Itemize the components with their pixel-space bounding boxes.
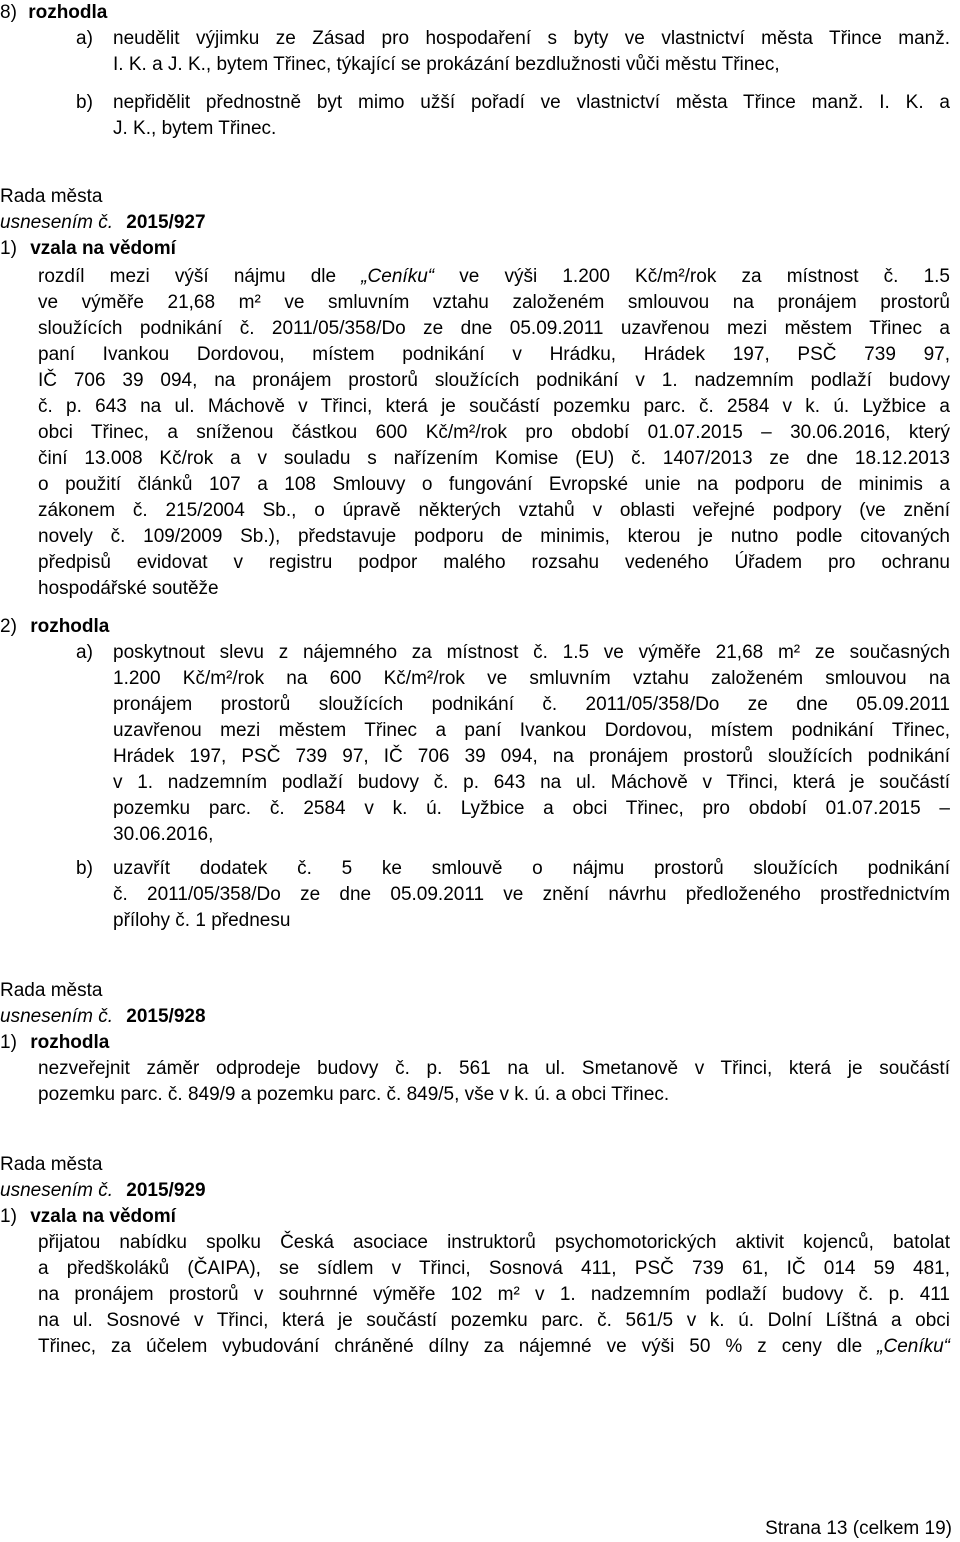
section-8-heading <box>0 0 107 26</box>
point-number: 1) <box>0 1206 17 1227</box>
point-text: vzala na vědomí <box>30 1206 176 1227</box>
point-text: rozhodla <box>30 616 110 637</box>
text-line: 1.200 Kč/m²/rok na 600 Kč/m²/rok ve smluvním vztahu založeném smlouvou na <box>113 668 950 689</box>
point-number: 1) <box>0 1032 17 1053</box>
text-line: 30.06.2016, <box>113 824 214 845</box>
text-line: v 1. nadzemním podlaží budovy č. p. 643 na ul. Máchově v Třinci, která je součástí <box>113 772 950 793</box>
point-heading <box>0 1204 176 1230</box>
text-line: na pronájem prostorů v souhrnné výměře 102 m² v 1. nadzemním podlaží budovy č. p. 411 <box>38 1284 950 1305</box>
text-line: rozdíl mezi výší nájmu dle „Ceníku“ ve výši 1.200 Kč/m²/rok za místnost č. 1.5 <box>38 266 950 287</box>
text-line: přílohy č. 1 přednesu <box>113 910 291 931</box>
text-line: č. p. 643 na ul. Máchově v Třinci, která je součástí pozemku parc. č. 2584 v k. ú. Lyžbice a <box>38 396 950 417</box>
item-marker: b) <box>76 92 93 113</box>
usneseni-label: usnesením č. <box>0 212 113 233</box>
rada-mesta-label: Rada města <box>0 1154 103 1175</box>
point-heading <box>0 236 176 262</box>
cenik-quote: „Ceníku“ <box>361 266 435 287</box>
heading-number: 8) <box>0 2 17 23</box>
text-line: sloužících podnikání č. 2011/05/358/Do ze dne 05.09.2011 uzavřenou mezi městem Třinec a <box>38 318 950 339</box>
text-line: poskytnout slevu z nájemného za místnost č. 1.5 ve výměře 21,68 m² ze současných <box>113 642 950 663</box>
resolution-id: 2015/929 <box>126 1180 206 1201</box>
item-marker: a) <box>76 642 93 663</box>
text-line: pozemku parc. č. 2584 v k. ú. Lyžbice a obci Třinec, pro období 01.07.2015 – <box>113 798 950 819</box>
text-line: nepřidělit přednostně byt mimo užší pořadí ve vlastnictví města Třince manž. I. K. a <box>113 92 950 113</box>
resolution-number <box>0 210 206 236</box>
text-line: uzavřít dodatek č. 5 ke smlouvě o nájmu prostorů sloužících podnikání <box>113 858 950 879</box>
text-line: nezveřejnit záměr odprodeje budovy č. p. 561 na ul. Smetanově v Třinci, která je součástí <box>38 1058 950 1079</box>
text-line: Třinec, za účelem vybudování chráněné dílny za nájemné ve výši 50 % z ceny dle „Ceníku“ <box>38 1336 950 1357</box>
text-line: hospodářské soutěže <box>38 578 219 599</box>
text-line: předpisů evidovat v registru podpor malého rozsahu vedeného Úřadem pro ochranu <box>38 552 950 573</box>
point-heading <box>0 614 109 640</box>
text-line: I. K. a J. K., bytem Třinec, týkající se prokázání bezdlužnosti vůči městu Třinec, <box>113 54 780 75</box>
point-text: rozhodla <box>30 1032 110 1053</box>
text-line: zákonem č. 215/2004 Sb., o úpravě některých vztahů v oblasti veřejné podpory (ve znění <box>38 500 950 521</box>
point-heading <box>0 1030 109 1056</box>
point-text: vzala na vědomí <box>30 238 176 259</box>
point-number: 2) <box>0 616 17 637</box>
text-line: a předškoláků (ČAIPA), se sídlem v Třinci, Sosnová 411, PSČ 739 61, IČ 014 59 481, <box>38 1258 950 1279</box>
rada-mesta-label: Rada města <box>0 980 103 1001</box>
usneseni-label: usnesením č. <box>0 1006 113 1027</box>
text-line: o použití článků 107 a 108 Smlouvy o fungování Evropské unie na podporu de minimis a <box>38 474 950 495</box>
text-line: J. K., bytem Třinec. <box>113 118 277 139</box>
text-line: IČ 706 39 094, na pronájem prostorů sloužících podnikání v 1. nadzemním podlaží budovy <box>38 370 950 391</box>
text-line: pozemku parc. č. 849/9 a pozemku parc. č. 849/5, vše v k. ú. a obci Třinec. <box>38 1084 670 1105</box>
text-line: paní Ivankou Dordovou, místem podnikání v Hrádku, Hrádek 197, PSČ 739 97, <box>38 344 950 365</box>
text-line: pronájem prostorů sloužících podnikání č. 2011/05/358/Do ze dne 05.09.2011 <box>113 694 950 715</box>
item-marker: a) <box>76 28 93 49</box>
point-number: 1) <box>0 238 17 259</box>
resolution-id: 2015/927 <box>126 212 206 233</box>
resolution-number <box>0 1004 206 1030</box>
rada-mesta-label: Rada města <box>0 186 103 207</box>
text-line: činí 13.008 Kč/rok a v souladu s nařízením Komise (EU) č. 1407/2013 ze dne 18.12.2013 <box>38 448 950 469</box>
resolution-id: 2015/928 <box>126 1006 206 1027</box>
cenik-quote: „Ceníku“ <box>877 1336 950 1357</box>
text-line: novely č. 109/2009 Sb.), představuje podporu de minimis, kterou je nutno podle citovaných <box>38 526 950 547</box>
heading-text: rozhodla <box>28 2 108 23</box>
text-line: obci Třinec, a sníženou částkou 600 Kč/m²/rok pro období 01.07.2015 – 30.06.2016, který <box>38 422 950 443</box>
text-line: ve výměře 21,68 m² ve smluvním vztahu založeném smlouvou na pronájem prostorů <box>38 292 950 313</box>
text-line: uzavřenou mezi městem Třinec a paní Ivankou Dordovou, místem podnikání Třinec, <box>113 720 950 741</box>
resolution-number <box>0 1178 206 1204</box>
item-marker: b) <box>76 858 93 879</box>
page-footer: Strana 13 (celkem 19) <box>765 1518 952 1539</box>
text-line: neudělit výjimku ze Zásad pro hospodaření s byty ve vlastnictví města Třince manž. <box>113 28 950 49</box>
text-line: na ul. Sosnové v Třinci, která je součástí pozemku parc. č. 561/5 v k. ú. Dolní Líštná a obci <box>38 1310 950 1331</box>
text-line: č. 2011/05/358/Do ze dne 05.09.2011 ve znění návrhu předloženého prostřednictvím <box>113 884 950 905</box>
text-line: přijatou nabídku spolku Česká asociace instruktorů psychomotorických aktivit kojenců, batolat <box>38 1232 950 1253</box>
usneseni-label: usnesením č. <box>0 1180 113 1201</box>
text-line: Hrádek 197, PSČ 739 97, IČ 706 39 094, na pronájem prostorů sloužících podnikání <box>113 746 950 767</box>
